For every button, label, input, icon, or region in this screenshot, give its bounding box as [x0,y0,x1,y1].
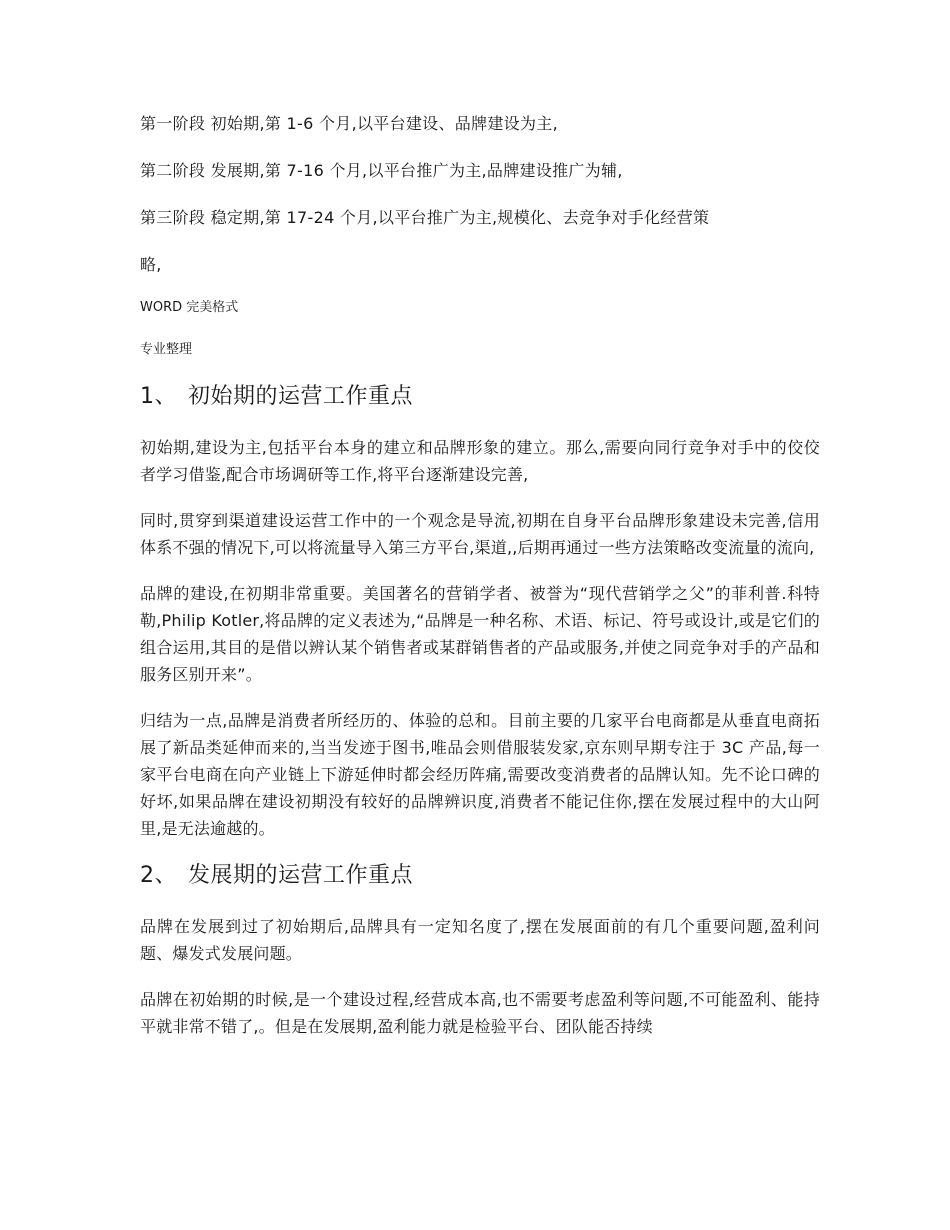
document-page [140,110,820,1059]
section-2-paragraph-2: 品牌在初始期的时候,是一个建设过程,经营成本高,也不需要考虑盈利等问题,不可能盈利、能持平就非常不错了,。但是在发展期,盈利能力就是检验平台、团队能否持续 [140,990,820,1036]
section-2-paragraph-1: 品牌在发展到过了初始期后,品牌具有一定知名度了,摆在发展面前的有几个重要问题,盈利问题、爆发式发展问题。 [140,917,820,963]
section-2-heading [140,861,820,891]
watermark-word-format: WORD 完美格式 [140,300,239,315]
section-1-heading [140,382,820,412]
section-1-paragraph-3: 品牌的建设,在初期非常重要。美国著名的营销学者、被誉为“现代营销学之父”的菲利普.科特勒,Philip Kotler,将品牌的定义表述为,“品牌是一种名称、术语、标记、符号或设计,或是它们的组合运用,其目的是借以辨认某个销售者或某群销售者的产品或服务,并使之同竞争对手的产品和服务区别开来”。 [140,584,820,684]
section-1-number: 1、 [140,384,177,409]
section-2-title: 发展期的运营工作重点 [188,863,414,888]
phase-line-1: 第一阶段 初始期,第 1-6 个月,以平台建设、品牌建设为主, [140,114,558,133]
section-1-paragraph-1: 初始期,建设为主,包括平台本身的建立和品牌形象的建立。那么,需要向同行竞争对手中的佼佼者学习借鉴,配合市场调研等工作,将平台逐渐建设完善, [140,438,820,484]
phase-line-2: 第二阶段 发展期,第 7-16 个月,以平台推广为主,品牌建设推广为辅, [140,161,623,180]
section-1-paragraph-4: 归结为一点,品牌是消费者所经历的、体验的总和。目前主要的几家平台电商都是从垂直电商拓展了新品类延伸而来的,当当发迹于图书,唯品会则借服装发家,京东则早期专注于 3C 产品,每一家平台电商在向产业链上下游延伸时都会经历阵痛,需要改变消费者的品牌认知。先不论口碑的好坏,如果品牌在建设初期没有较好的品牌辨识度,消费者不能记住你,摆在发展过程中的大山阿里,是无法逾越的。 [140,711,820,838]
section-2-number: 2、 [140,863,177,888]
watermark-professional: 专业整理 [140,342,193,357]
phase-line-3: 第三阶段 稳定期,第 17-24 个月,以平台推广为主,规模化、去竞争对手化经营策 [140,208,710,227]
phase-line-3-continued: 略, [140,255,162,274]
section-1-title: 初始期的运营工作重点 [188,384,414,409]
section-1-paragraph-2: 同时,贯穿到渠道建设运营工作中的一个观念是导流,初期在自身平台品牌形象建设未完善,信用体系不强的情况下,可以将流量导入第三方平台,渠道,,后期再通过一些方法策略改变流量的流向, [140,511,820,557]
